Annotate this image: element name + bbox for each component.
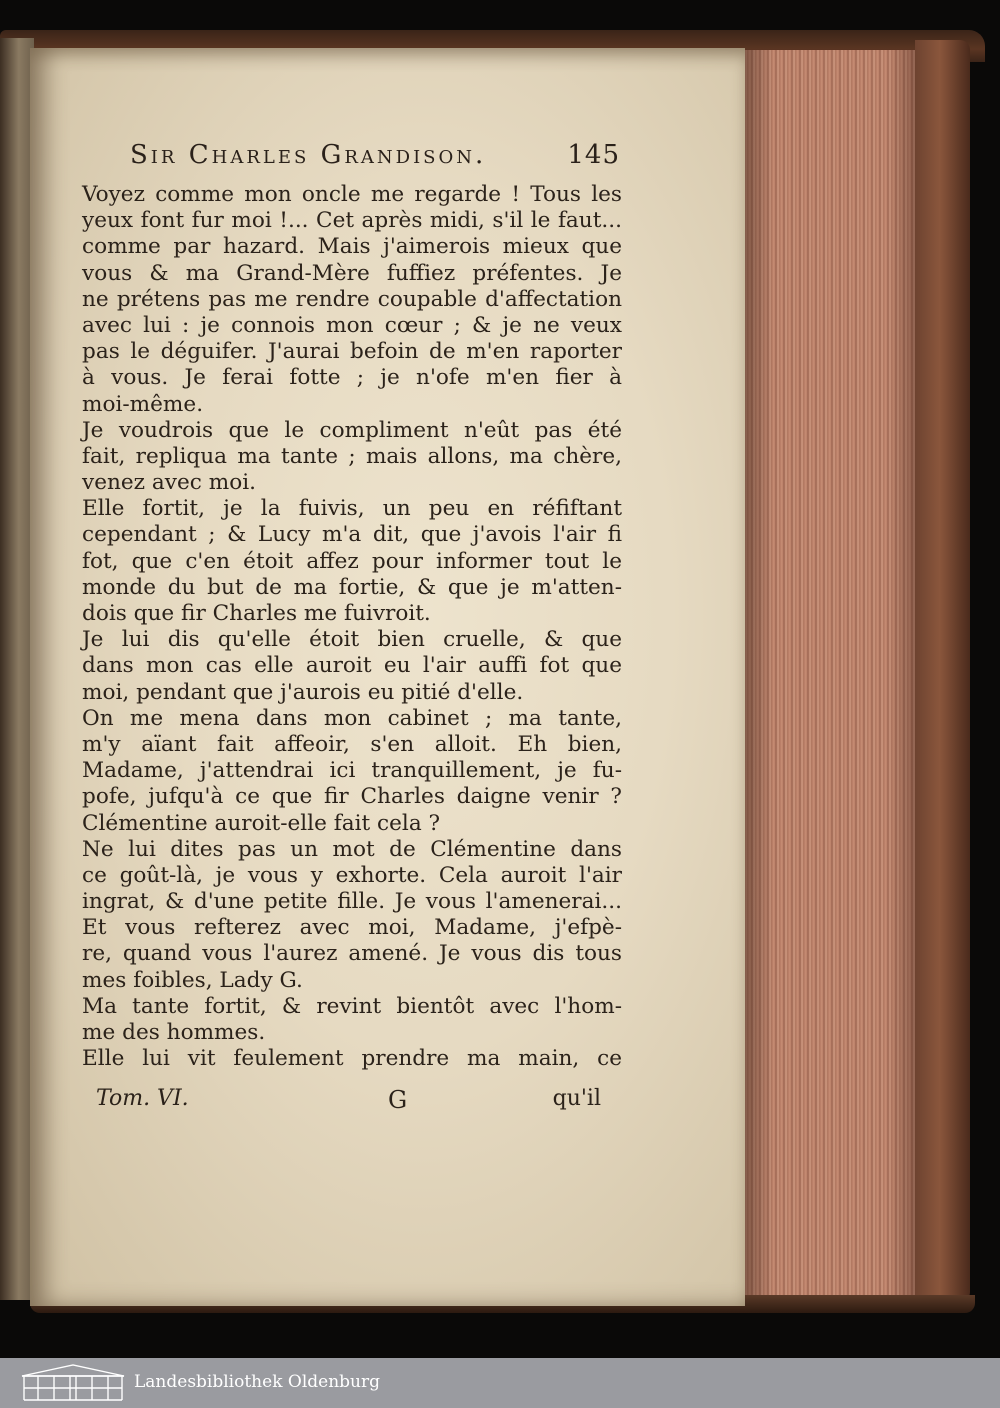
text-line: Je voudrois que le compliment n'eût pas été [82, 417, 622, 443]
text-line: Madame, j'attendrai ici tranquillement, je fu- [82, 758, 622, 784]
page-edges-shadow [740, 50, 925, 1306]
text-line: fait, repliqua ma tante ; mais allons, ma chère, [82, 443, 622, 469]
text-line: Clémentine auroit-elle fait cela ? [82, 810, 441, 836]
text-line: moi-même. [82, 391, 204, 417]
text-line: Ma tante fortit, & revint bientôt avec l'hom- [82, 993, 622, 1019]
text-line: re, quand vous l'aurez amené. Je vous dis tous [82, 941, 622, 967]
text-line: monde du but de ma fortie, & que je m'atten- [82, 574, 622, 600]
text-line: Elle lui vit feulement prendre ma main, ce [82, 1046, 622, 1072]
text-line: vous & ma Grand-Mère fuffiez préfentes. Je [82, 260, 622, 286]
text-line: comme par hazard. Mais j'aimerois mieux que [82, 234, 622, 260]
text-line: ce goût-là, je vous y exhorte. Cela auroit l'air [82, 862, 622, 888]
text-line: ne prétens pas me rendre coupable d'affectation [82, 286, 622, 312]
facing-page-sliver [0, 38, 34, 1300]
gathering-signature: G [388, 1086, 408, 1114]
text-line: Elle fortit, je la fuivis, un peu en réfiftant [82, 496, 622, 522]
page-footer [96, 1086, 601, 1116]
volume-signature: Tom. VI. [96, 1086, 189, 1111]
text-line: moi, pendant que j'aurois eu pitié d'elle. [82, 679, 524, 705]
text-line: pas le déguifer. J'aurai befoin de m'en raporter [82, 339, 622, 365]
text-line: dois que fir Charles me fuivroit. [82, 601, 431, 626]
text-line: Et vous refterez avec moi, Madame, j'efpè- [82, 915, 622, 941]
text-line: yeux font fur moi !... Cet après midi, s'il le faut... [82, 208, 622, 234]
text-line: fot, que c'en étoit affez pour informer tout le [82, 548, 622, 574]
library-building-icon [18, 1362, 128, 1404]
text-line: venez avec moi. [82, 470, 256, 496]
text-line: pofe, jufqu'à ce que fir Charles daigne venir ? [82, 784, 622, 810]
running-title: Sir Charles Grandison. [130, 140, 487, 170]
text-line: ingrat, & d'une petite fille. Je vous l'amenerai... [82, 889, 622, 915]
text-line: cependant ; & Lucy m'a dit, que j'avois l'air fi [82, 522, 622, 548]
running-header [130, 140, 620, 180]
text-line: Ne lui dites pas un mot de Clémentine dans [82, 836, 622, 862]
text-line: On me mena dans mon cabinet ; ma tante, [82, 705, 622, 731]
library-name: Landesbibliothek Oldenburg [134, 1372, 381, 1392]
book-back-cover [915, 40, 970, 1302]
footer-bar [0, 1358, 1000, 1408]
page-number: 145 [567, 140, 620, 170]
text-line: Voyez comme mon oncle me regarde ! Tous les [82, 182, 622, 207]
text-line: dans mon cas elle auroit eu l'air auffi fot que [82, 653, 622, 679]
text-line: à vous. Je ferai fotte ; je n'ofe m'en fier à [82, 365, 622, 391]
text-line: avec lui : je connois mon cœur ; & je ne veux [82, 312, 622, 338]
text-line: m'y aïant fait affeoir, s'en alloit. Eh bien, [82, 731, 622, 757]
text-line: Je lui dis qu'elle étoit bien cruelle, & que [82, 627, 622, 653]
text-line: me des hommes. [82, 1020, 266, 1045]
text-line: mes foibles, Lady G. [82, 967, 303, 993]
catchword: qu'il [552, 1086, 601, 1111]
page-text [82, 182, 622, 1072]
